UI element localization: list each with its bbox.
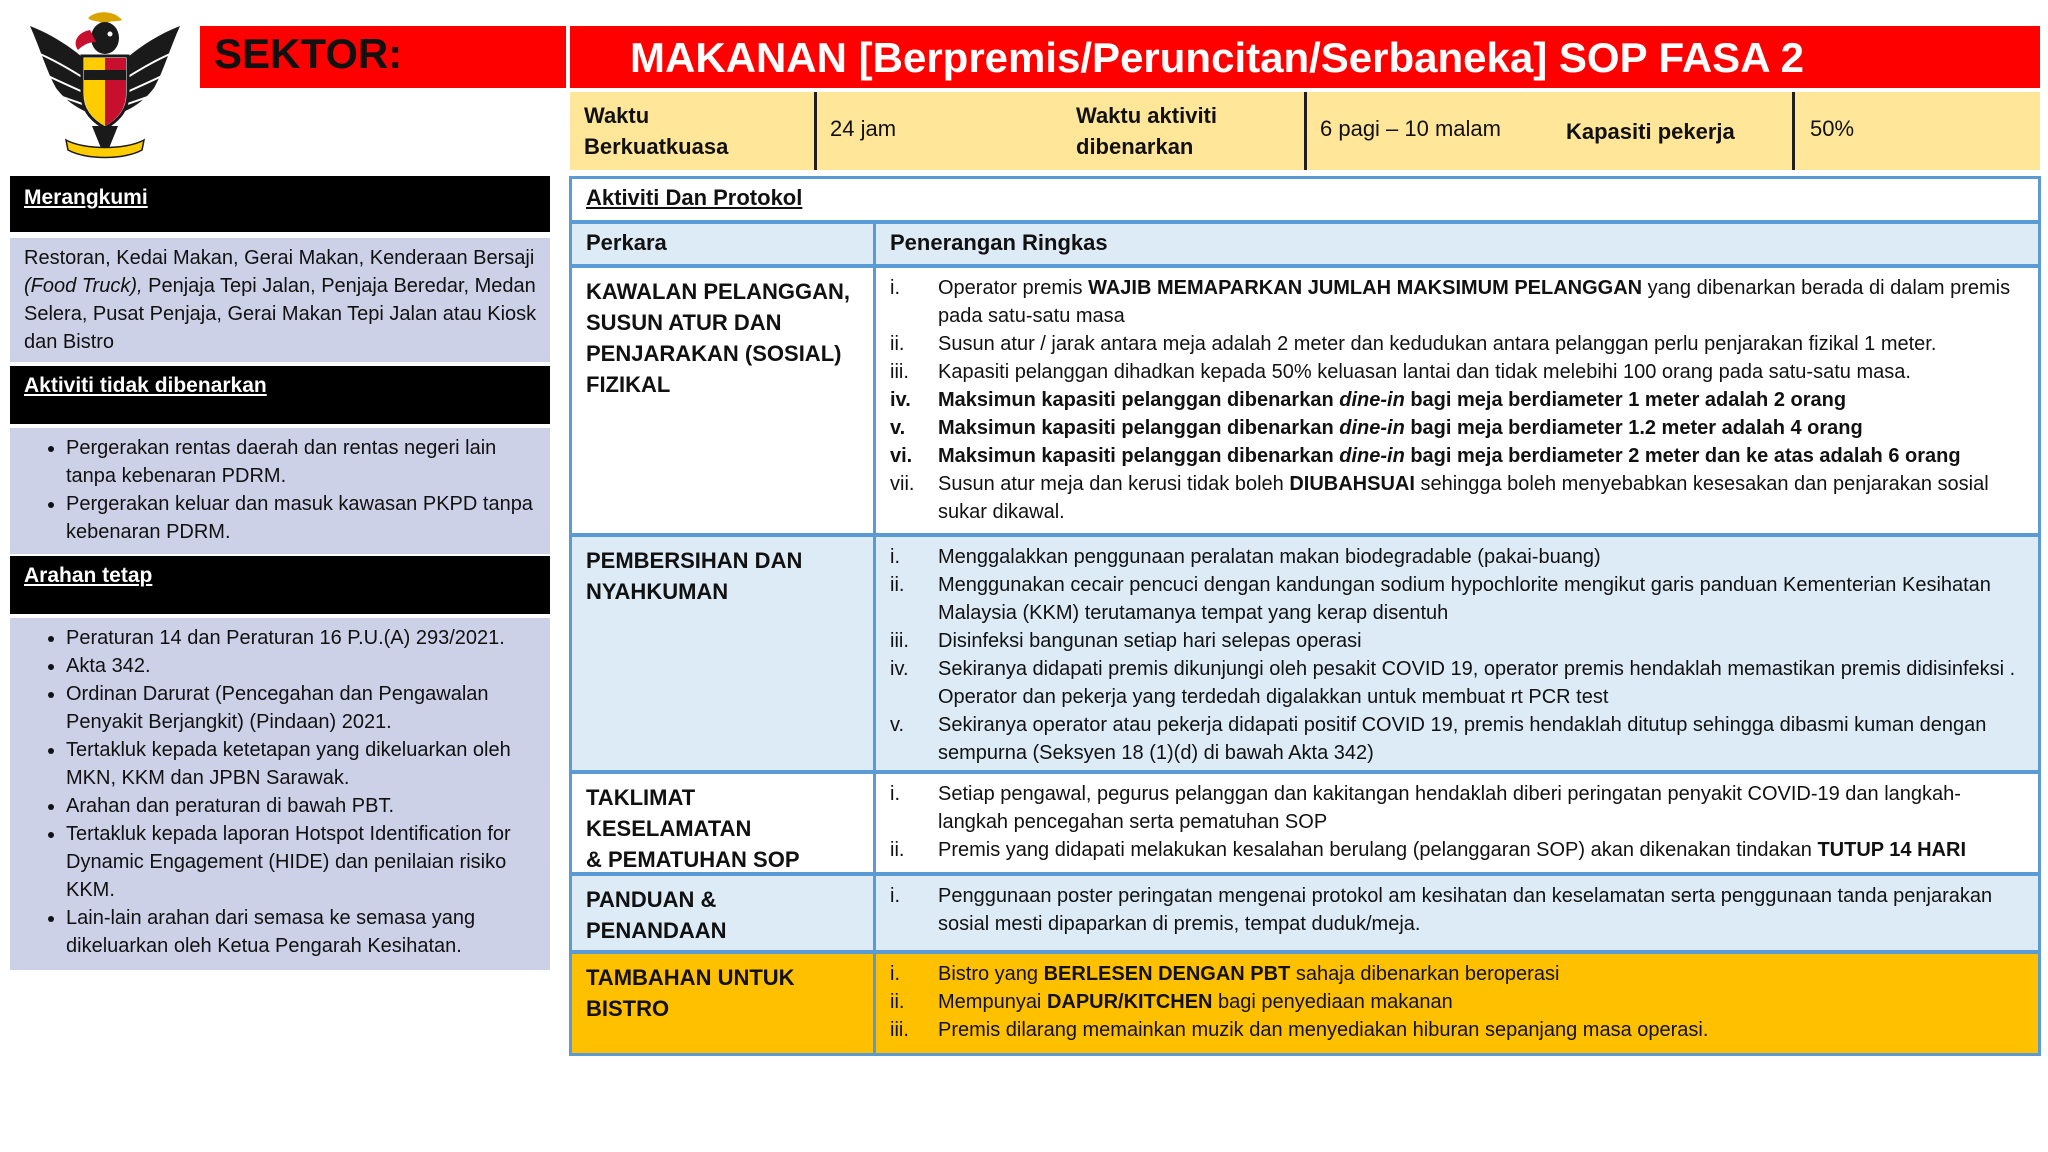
- list-item: [890, 1016, 2022, 1044]
- column-header-perkara: Perkara: [572, 224, 873, 264]
- table-row-perkara: [572, 954, 873, 1053]
- item-number: ii.: [890, 991, 905, 1013]
- perkara-line: KAWALAN PELANGGAN,: [586, 279, 850, 304]
- aktiviti-tidak-dibenarkan-box: [10, 428, 550, 554]
- list-item: [890, 386, 2022, 414]
- list-item: [890, 442, 2022, 470]
- arahan-tetap-heading: [10, 556, 550, 614]
- merangkumi-text-italic: (Food Truck),: [24, 275, 143, 297]
- table-row-penerangan: [876, 954, 2038, 1053]
- item-text: Sekiranya operator atau pekerja didapati positif COVID 19, premis hendaklah ditutup sehingga dibasmi kuman dengan sempurna (Seksyen 18 (1)(d) di bawah Akta 342): [938, 714, 1987, 764]
- list-item: [890, 882, 2022, 938]
- info-bar: [570, 92, 2040, 170]
- item-text: Menggunakan cecair pencuci dengan kandungan sodium hypochlorite mengikut garis panduan Kementerian Kesihatan Malaysia (KKM) terutamanya tempat yang kerap disentuh: [938, 574, 1991, 624]
- list-item: • Lain-lain arahan dari semasa ke semasa yang dikeluarkan oleh Ketua Pengarah Kesihatan.: [66, 904, 538, 960]
- item-text: bagi meja berdiameter 1.2 meter adalah 4 orang: [1404, 417, 1863, 439]
- list-item: [890, 780, 2022, 836]
- item-text-bold: TUTUP 14 HARI: [1817, 839, 1966, 861]
- merangkumi-box: [10, 238, 550, 362]
- item-text-bold: WAJIB MEMAPARKAN JUMLAH MAKSIMUM PELANGGAN: [1088, 277, 1643, 299]
- item-number: vi.: [890, 445, 913, 467]
- aktiviti-tidak-dibenarkan-heading: [10, 366, 550, 424]
- list-item: • Peraturan 14 dan Peraturan 16 P.U.(A) 293/2021.: [66, 624, 538, 652]
- list-item: [890, 836, 2022, 864]
- item-text-italic: dine-in: [1339, 389, 1405, 411]
- arahan-tetap-box: [10, 618, 550, 970]
- list-item: • Akta 342.: [66, 652, 538, 680]
- sarawak-crest-icon: [26, 8, 184, 168]
- arahan-tetap-list: [24, 624, 538, 960]
- sektor-label: SEKTOR:: [214, 30, 403, 77]
- title-banner: [570, 26, 2040, 88]
- item-text: Setiap pengawal, pegurus pelanggan dan kakitangan hendaklah diberi peringatan penyakit COVID-19 dan langkah-langkah pencegahan serta pematuhan SOP: [938, 783, 1961, 833]
- item-text: Penggunaan poster peringatan mengenai protokol am kesihatan dan keselamatan serta penggunaan tanda penjarakan sosial mesti dipaparkan di premis, tempat duduk/meja.: [938, 885, 1993, 935]
- merangkumi-heading: [10, 176, 550, 232]
- item-text: Sekiranya didapati premis dikunjungi oleh pesakit COVID 19, operator premis hendaklah memastikan premis didisinfeksi . Operator dan pekerja yang terdedah digalakkan untuk membuat rt PCR test: [938, 658, 2016, 708]
- section-title: Aktiviti Dan Protokol: [572, 179, 2038, 220]
- item-text: bagi meja berdiameter 1 meter adalah 2 orang: [1404, 389, 1847, 411]
- merangkumi-text-rest: Penjaja Tepi Jalan, Penjaja Beredar, Medan Selera, Pusat Penjaja, Gerai Makan Tepi Jalan atau Kiosk dan Bistro: [24, 275, 537, 353]
- item-text: Mempunyai: [938, 991, 1047, 1013]
- list-item: [890, 627, 2022, 655]
- perkara-line: SUSUN ATUR DAN: [586, 310, 782, 335]
- waktu-aktiviti-label-line2: dibenarkan: [1076, 134, 1194, 159]
- item-text: Premis dilarang memainkan muzik dan menyediakan hiburan sepanjang masa operasi.: [938, 1019, 1709, 1041]
- sektor-banner: [200, 26, 566, 88]
- item-text: sehingga boleh menyebabkan kesesakan dan penjarakan sosial sukar dikawal.: [938, 473, 1989, 523]
- item-text: Menggalakkan penggunaan peralatan makan biodegradable (pakai-buang): [938, 546, 1601, 568]
- perkara-line: NYAHKUMAN: [586, 579, 729, 604]
- list-item: • Tertakluk kepada ketetapan yang dikeluarkan oleh MKN, KKM dan JPBN Sarawak.: [66, 736, 538, 792]
- arahan-tetap-heading-text: Arahan tetap: [24, 564, 153, 587]
- perkara-line: PENANDAAN: [586, 918, 727, 943]
- list-item: [890, 711, 2022, 767]
- item-number: iv.: [890, 389, 911, 411]
- info-divider: [814, 92, 817, 170]
- table-row-penerangan: [876, 876, 2038, 950]
- perkara-line: BISTRO: [586, 996, 670, 1021]
- protocol-table: [569, 176, 2041, 1056]
- list-item: • Arahan dan peraturan di bawah PBT.: [66, 792, 538, 820]
- item-text: Susun atur / jarak antara meja adalah 2 meter dan kedudukan antara pelanggan perlu penjarakan fizikal 1 meter.: [938, 333, 1937, 355]
- perkara-line: PENJARAKAN (SOSIAL): [586, 341, 842, 366]
- list-item: [890, 988, 2022, 1016]
- aktiviti-tidak-dibenarkan-heading-text: Aktiviti tidak dibenarkan: [24, 374, 267, 397]
- waktu-berkuatkuasa-value: 24 jam: [830, 116, 897, 141]
- table-row-penerangan: [876, 774, 2038, 872]
- item-number: v.: [890, 714, 905, 736]
- perkara-line: TAMBAHAN UNTUK: [586, 965, 795, 990]
- item-number: i.: [890, 963, 900, 985]
- item-number: ii.: [890, 574, 905, 596]
- item-number: i.: [890, 885, 900, 907]
- list-item: [890, 655, 2022, 711]
- item-text: Maksimun kapasiti pelanggan dibenarkan: [938, 389, 1340, 411]
- item-text: Operator premis: [938, 277, 1089, 299]
- list-item: • Pergerakan rentas daerah dan rentas negeri lain tanpa kebenaran PDRM.: [66, 434, 538, 490]
- list-item: [890, 358, 2022, 386]
- item-text: Kapasiti pelanggan dihadkan kepada 50% keluasan lantai dan tidak melebihi 100 orang pada satu-satu masa.: [938, 361, 1911, 383]
- item-text: yang dibenarkan berada di dalam premis pada satu-satu masa: [938, 277, 2011, 327]
- item-number: iii.: [890, 361, 909, 383]
- list-item: • Ordinan Darurat (Pencegahan dan Pengawalan Penyakit Berjangkit) (Pindaan) 2021.: [66, 680, 538, 736]
- item-number: vii.: [890, 473, 915, 495]
- column-header-penerangan: Penerangan Ringkas: [876, 224, 2038, 264]
- item-number: iii.: [890, 1019, 909, 1041]
- item-text: Bistro yang: [938, 963, 1044, 985]
- table-row-penerangan: [876, 537, 2038, 770]
- item-number: i.: [890, 277, 900, 299]
- item-number: iii.: [890, 630, 909, 652]
- waktu-aktiviti-label: [1076, 100, 1217, 162]
- item-text: Susun atur meja dan kerusi tidak boleh: [938, 473, 1290, 495]
- merangkumi-heading-text: Merangkumi: [24, 186, 148, 209]
- perkara-line: FIZIKAL: [586, 372, 671, 397]
- item-text-bold: DAPUR/KITCHEN: [1046, 991, 1213, 1013]
- item-text: sahaja dibenarkan beroperasi: [1290, 963, 1560, 985]
- table-row-perkara: [572, 876, 873, 950]
- item-text: Disinfeksi bangunan setiap hari selepas operasi: [938, 630, 1362, 652]
- list-item: [890, 274, 2022, 330]
- list-item: [890, 960, 2022, 988]
- aktiviti-tidak-dibenarkan-list: [24, 434, 538, 546]
- perkara-line: PANDUAN &: [586, 887, 717, 912]
- waktu-aktiviti-label-line1: Waktu aktiviti: [1076, 103, 1217, 128]
- table-row-perkara: [572, 268, 873, 533]
- item-text: Maksimun kapasiti pelanggan dibenarkan: [938, 445, 1340, 467]
- list-item: [890, 571, 2022, 627]
- table-row-penerangan: [876, 268, 2038, 533]
- waktu-berkuatkuasa-label-line2: Berkuatkuasa: [584, 134, 729, 159]
- page-title: MAKANAN [Berpremis/Peruncitan/Serbaneka] SOP FASA 2: [630, 34, 1804, 81]
- list-item: [890, 470, 2022, 526]
- item-text: Premis yang didapati melakukan kesalahan berulang (pelanggaran SOP) akan dikenakan tindakan: [938, 839, 1818, 861]
- item-text-italic: dine-in: [1339, 445, 1405, 467]
- perkara-line: PEMBERSIHAN DAN: [586, 548, 803, 573]
- item-text-bold: BERLESEN DENGAN PBT: [1043, 963, 1291, 985]
- item-number: ii.: [890, 839, 905, 861]
- item-number: i.: [890, 546, 900, 568]
- table-row-perkara: [572, 774, 873, 872]
- list-item: • Pergerakan keluar dan masuk kawasan PKPD tanpa kebenaran PDRM.: [66, 490, 538, 546]
- info-divider: [1304, 92, 1307, 170]
- list-item: [890, 330, 2022, 358]
- waktu-berkuatkuasa-label-line1: Waktu: [584, 103, 650, 128]
- table-row-perkara: [572, 537, 873, 770]
- item-text: bagi penyediaan makanan: [1212, 991, 1453, 1013]
- item-text-bold: DIUBAHSUAI: [1289, 473, 1415, 495]
- perkara-line: TAKLIMAT KESELAMATAN: [586, 785, 752, 841]
- list-item: • Tertakluk kepada laporan Hotspot Identification for Dynamic Engagement (HIDE) dan penilaian risiko KKM.: [66, 820, 538, 904]
- item-text: Maksimun kapasiti pelanggan dibenarkan: [938, 417, 1340, 439]
- list-item: [890, 543, 2022, 571]
- perkara-line: & PEMATUHAN SOP: [586, 847, 800, 872]
- item-number: iv.: [890, 658, 909, 680]
- kapasiti-pekerja-value: 50%: [1810, 116, 1855, 141]
- item-number: ii.: [890, 333, 905, 355]
- info-divider: [1792, 92, 1795, 170]
- item-text: bagi meja berdiameter 2 meter dan ke atas adalah 6 orang: [1404, 445, 1961, 467]
- list-item: [890, 414, 2022, 442]
- waktu-berkuatkuasa-label: [584, 100, 728, 162]
- merangkumi-text: Restoran, Kedai Makan, Gerai Makan, Kenderaan Bersaji: [24, 247, 535, 269]
- item-number: v.: [890, 417, 906, 439]
- waktu-aktiviti-value: 6 pagi – 10 malam: [1320, 116, 1501, 141]
- kapasiti-pekerja-label: Kapasiti pekerja: [1566, 119, 1735, 144]
- item-number: i.: [890, 783, 900, 805]
- item-text-italic: dine-in: [1339, 417, 1405, 439]
